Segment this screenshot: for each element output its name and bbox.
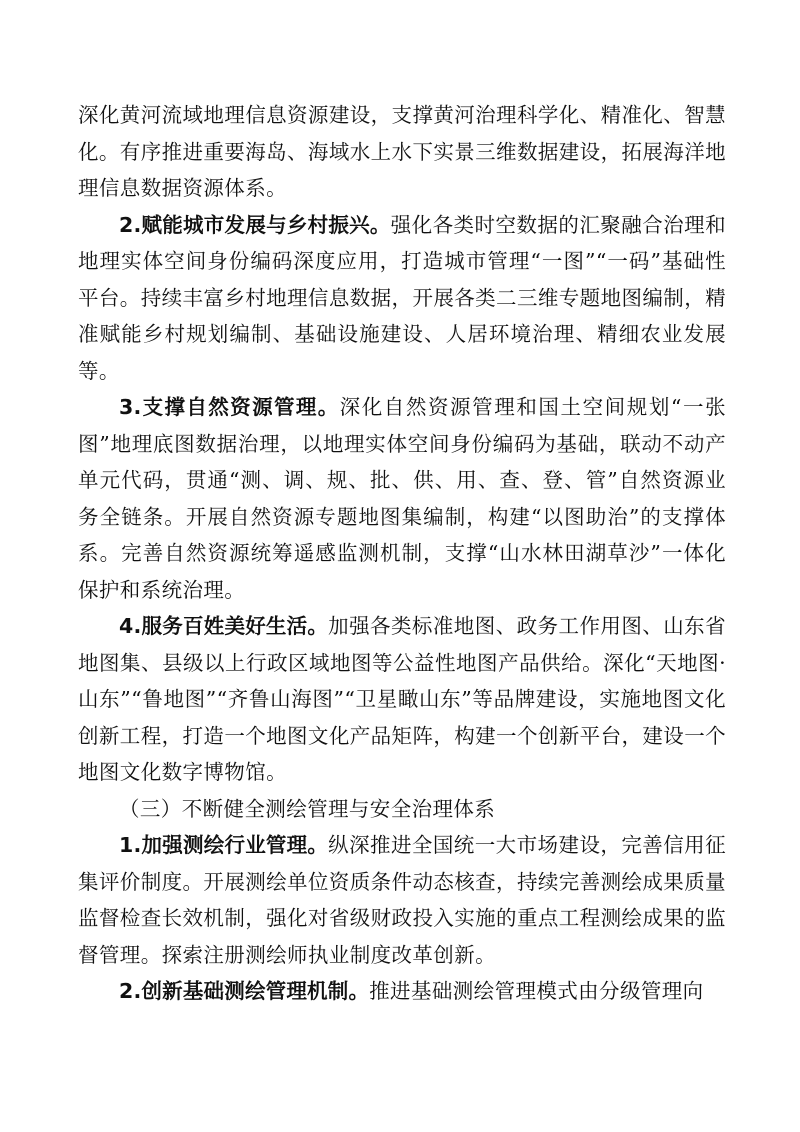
item-paragraph-2 — [78, 207, 726, 390]
item-paragraph-3 — [78, 389, 726, 608]
item-heading-2: 2.赋能城市发展与乡村振兴。 — [119, 212, 391, 237]
item-paragraph-4 — [78, 608, 726, 791]
document-page — [78, 97, 726, 1010]
section-item-heading-2: 2.创新基础测绘管理机制。 — [119, 979, 370, 1003]
section-title: （三）不断健全测绘管理与安全治理体系 — [119, 796, 496, 821]
item-heading-4: 4.服务百姓美好生活。 — [119, 614, 329, 638]
item-body-4: 加强各类标准地图、政务工作用图、山东省地图集、县级以上行政区域地图等公益性地图产品供给。深化“天地图·山东”“鲁地图”“齐鲁山海图”“卫星瞰山东”等品牌建设，实施地图文化创新工程，打造一个地图文化产品矩阵，构建一个创新平台，建设一个地图文化数字博物馆。 — [78, 614, 726, 784]
section-item-paragraph-1 — [78, 827, 726, 973]
section-item-body-1: 纵深推进全国统一大市场建设，完善信用征集评价制度。开展测绘单位资质条件动态核查，持续完善测绘成果质量监督检查长效机制，强化对省级财政投入实施的重点工程测绘成果的监督管理。探索注册测绘师执业制度改革创新。 — [78, 833, 726, 967]
item-body-3: 深化自然资源管理和国土空间规划“一张图”地理底图数据治理，以地理实体空间身份编码为基础，联动不动产单元代码，贯通“测、调、规、批、供、用、查、登、管”自然资源业务全链条。开展自然资源专题地图集编制，构建“以图助治”的支撑体系。完善自然资源统筹遥感监测机制，支撑“山水林田湖草沙”一体化保护和系统治理。 — [78, 395, 726, 602]
item-heading-3: 3.支撑自然资源管理。 — [119, 395, 340, 419]
intro-paragraph: 深化黄河流域地理信息资源建设，支撑黄河治理科学化、精准化、智慧化。有序推进重要海岛、海域水上水下实景三维数据建设，拓展海洋地理信息数据资源体系。 — [78, 103, 726, 200]
section-item-paragraph-2 — [78, 973, 726, 1010]
section-item-body-2: 推进基础测绘管理模式由分级管理向 — [369, 979, 704, 1003]
section-item-heading-1: 1.加强测绘行业管理。 — [119, 833, 329, 857]
item-body-2: 强化各类时空数据的汇聚融合治理和地理实体空间身份编码深度应用，打造城市管理“一图”“一码”基础性平台。持续丰富乡村地理信息数据，开展各类二三维专题地图编制，精准赋能乡村规划编制、基础设施建设、人居环境治理、精细农业发展等。 — [78, 212, 726, 383]
